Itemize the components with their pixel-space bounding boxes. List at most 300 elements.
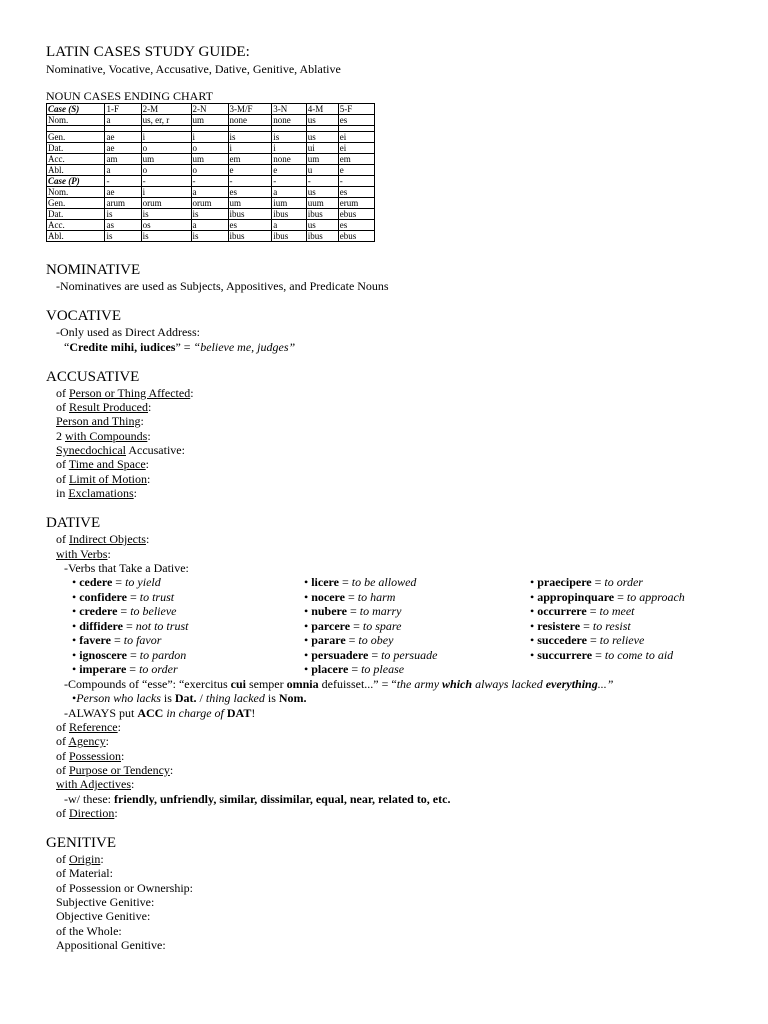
table-cell: es <box>338 220 374 231</box>
table-cell: es <box>338 187 374 198</box>
table-cell: es <box>228 220 272 231</box>
bullet: • <box>304 589 312 604</box>
verb-equals: = <box>592 647 605 662</box>
verb-english: to persuade <box>381 647 438 662</box>
dative-verb-item <box>304 619 437 634</box>
verb-equals: = <box>112 575 126 590</box>
vocative-example-open-quote: “ <box>64 339 70 354</box>
table-cell: ibus <box>272 231 306 242</box>
compounds-cui: cui <box>230 677 246 692</box>
bullet: • <box>304 647 312 662</box>
table-row <box>47 132 375 143</box>
genitive-item: Objective Genitive: <box>56 909 151 924</box>
item-term: Limit of Motion <box>69 471 147 486</box>
table-cell: is <box>191 231 228 242</box>
table-cell: a <box>105 115 141 126</box>
table-cell: ae <box>105 187 141 198</box>
genitive-list <box>46 866 746 952</box>
verb-equals: = <box>614 589 627 604</box>
item-prefix: of <box>56 457 69 472</box>
verb-english: to relieve <box>599 633 645 648</box>
table-cell: Nom. <box>47 187 105 198</box>
lacks-text: / <box>196 691 206 706</box>
verb-equals: = <box>110 633 124 648</box>
table-row <box>47 231 375 242</box>
accusative-item <box>46 386 746 400</box>
adjectives-note-list: friendly, unfriendly, similar, dissimilar, equal, near, related to, etc. <box>114 791 451 806</box>
compounds-everything: everything <box>545 677 598 692</box>
bullet: • <box>72 589 80 604</box>
table-cell: 2-N <box>191 104 228 115</box>
verb-english: to spare <box>362 618 402 633</box>
table-cell: 2-M <box>141 104 191 115</box>
table-cell: ui <box>306 143 338 154</box>
verb-equals: = <box>338 575 352 590</box>
verb-equals: = <box>586 633 600 648</box>
table-cell: arum <box>105 198 141 209</box>
verb-latin: diffidere <box>79 618 123 633</box>
verb-latin: credere <box>79 604 118 619</box>
accusative-item <box>46 472 746 486</box>
verb-english: to pardon <box>139 647 187 662</box>
bullet: • <box>72 618 80 633</box>
bullet: • <box>304 633 312 648</box>
table-row <box>47 143 375 154</box>
verb-latin: succedere <box>537 633 587 648</box>
nominative-heading: NOMINATIVE <box>46 262 141 278</box>
verb-english: to marry <box>359 604 402 619</box>
table-row <box>47 198 375 209</box>
bullet: • <box>304 662 312 677</box>
table-cell: - <box>338 176 374 187</box>
table-row <box>47 209 375 220</box>
lacks-person: Person who lacks <box>76 691 161 706</box>
table-cell: ebus <box>338 209 374 220</box>
table-row <box>47 187 375 198</box>
table-row <box>47 115 375 126</box>
dative-item-with-verbs <box>46 547 746 561</box>
verb-latin: occurrere <box>537 604 587 619</box>
lacks-nom: Nom. <box>278 691 307 706</box>
dative-item <box>46 734 746 748</box>
compounds-translation: always lacked <box>472 677 546 692</box>
table-header-row-plural <box>47 176 375 187</box>
table-cell: 3-M/F <box>228 104 272 115</box>
dative-verb-item <box>304 575 437 590</box>
always-acc: ACC <box>137 705 164 720</box>
table-cell: ibus <box>306 231 338 242</box>
dative-item <box>46 720 746 734</box>
dative-item-with-adjectives <box>46 777 746 791</box>
accusative-heading: ACCUSATIVE <box>46 368 140 385</box>
table-cell: is <box>141 231 191 242</box>
dative-verb-item <box>72 575 188 590</box>
dative-verb-item <box>72 604 188 619</box>
table-cell: ibus <box>228 231 272 242</box>
bullet: • <box>304 604 312 619</box>
table-cell: o <box>191 165 228 176</box>
table-cell: Abl. <box>47 231 105 242</box>
table-cell: es <box>338 115 374 126</box>
table-cell: e <box>272 165 306 176</box>
verb-column-2 <box>304 575 437 677</box>
always-text: in charge of <box>163 705 227 720</box>
item-suffix: : <box>190 385 194 400</box>
verb-equals: = <box>344 589 358 604</box>
table-cell: ebus <box>338 231 374 242</box>
verb-equals: = <box>117 604 131 619</box>
table-cell: os <box>141 220 191 231</box>
table-cell: orum <box>191 198 228 209</box>
table-cell: as <box>105 220 141 231</box>
item-term: with Verbs <box>56 546 108 561</box>
verb-latin: placere <box>311 662 349 677</box>
bullet: • <box>72 633 80 648</box>
table-cell: us, er, r <box>141 115 191 126</box>
dative-item-indirect-objects <box>46 532 746 546</box>
dative-compounds-of-esse <box>46 677 746 691</box>
verb-english: to harm <box>357 589 396 604</box>
item-prefix: of <box>56 400 69 415</box>
item-prefix: of <box>56 532 69 547</box>
vocative-example-latin: Credite mihi, iudices <box>69 339 176 354</box>
item-prefix: of <box>56 762 69 777</box>
table-cell: a <box>191 220 228 231</box>
table-cell: um <box>228 198 272 209</box>
study-guide-document <box>46 44 746 952</box>
table-cell: i <box>141 132 191 143</box>
verb-latin: parare <box>311 633 346 648</box>
table-cell: o <box>141 165 191 176</box>
dative-verb-item <box>304 662 437 677</box>
table-cell: es <box>228 187 272 198</box>
dative-verb-item <box>304 633 437 648</box>
item-term: Time and Space <box>68 457 146 472</box>
accusative-item <box>46 457 746 471</box>
table-cell: i <box>141 187 191 198</box>
verb-latin: imperare <box>79 662 127 677</box>
table-row <box>47 220 375 231</box>
table-row <box>47 165 375 176</box>
table-cell: erum <box>338 198 374 209</box>
verb-equals: = <box>345 633 359 648</box>
dative-verb-item <box>304 604 437 619</box>
dative-lacks-rule <box>46 691 746 705</box>
lacks-dat: Dat. <box>174 691 197 706</box>
table-cell: Gen. <box>47 132 105 143</box>
table-cell: - <box>191 176 228 187</box>
table-cell: o <box>141 143 191 154</box>
dative-verb-item <box>304 590 437 605</box>
bullet: • <box>530 575 538 590</box>
table-cell: e <box>338 165 374 176</box>
vocative-heading: VOCATIVE <box>46 308 121 325</box>
table-cell: is <box>141 209 191 220</box>
compounds-omnia: omnia <box>286 677 319 692</box>
table-cell: 1-F <box>105 104 141 115</box>
dative-verb-item <box>530 590 685 605</box>
table-cell: 3-N <box>272 104 306 115</box>
table-cell: i <box>228 143 272 154</box>
verb-english: to trust <box>139 589 175 604</box>
compounds-translation-end: ...” <box>597 677 614 692</box>
item-prefix: of <box>56 471 69 486</box>
always-text: -ALWAYS put <box>64 705 138 720</box>
verb-latin: ignoscere <box>79 647 127 662</box>
table-cell: a <box>105 165 141 176</box>
table-cell: u <box>306 165 338 176</box>
table-cell: - <box>306 176 338 187</box>
dative-item <box>46 749 746 763</box>
verb-english: to order <box>139 662 178 677</box>
table-cell: a <box>191 187 228 198</box>
table-cell: ei <box>338 143 374 154</box>
dative-verb-item <box>530 619 685 634</box>
table-cell: Dat. <box>47 143 105 154</box>
verb-english: not to trust <box>135 618 189 633</box>
item-suffix: : <box>114 805 118 820</box>
table-cell: Acc. <box>47 220 105 231</box>
genitive-item: Appositional Genitive: <box>56 937 166 952</box>
verb-latin: confidere <box>79 589 127 604</box>
vocative-example-equals: ” = <box>175 339 194 354</box>
dative-verb-item <box>530 648 685 663</box>
dative-verb-item <box>72 590 188 605</box>
accusative-item <box>46 443 746 457</box>
table-cell: a <box>272 187 306 198</box>
verb-latin: appropinquare <box>537 589 615 604</box>
item-suffix: : <box>133 485 138 500</box>
genitive-item: of Possession or Ownership: <box>56 880 193 895</box>
dative-verb-item <box>530 633 685 648</box>
verb-english: to yield <box>125 575 161 590</box>
verb-latin: persuadere <box>311 647 369 662</box>
accusative-item <box>46 400 746 414</box>
table-cell: ium <box>272 198 306 209</box>
dative-heading: DATIVE <box>46 515 101 532</box>
noun-endings-table <box>46 103 375 242</box>
item-suffix: : <box>145 457 150 472</box>
table-cell: i <box>191 132 228 143</box>
table-cell: orum <box>141 198 191 209</box>
verb-column-1 <box>72 575 188 677</box>
item-term: Direction <box>69 805 115 820</box>
item-suffix: : <box>169 762 174 777</box>
table-cell: Case (P) <box>47 176 105 187</box>
table-cell: ibus <box>306 209 338 220</box>
item-prefix: of <box>56 385 69 400</box>
bullet: • <box>530 618 538 633</box>
verb-equals: = <box>368 647 382 662</box>
item-term: with Adjectives <box>56 777 131 792</box>
lacks-text: is <box>264 691 279 706</box>
table-cell: Dat. <box>47 209 105 220</box>
table-cell: Nom. <box>47 115 105 126</box>
verb-equals: = <box>586 604 600 619</box>
item-term: Person or Thing Affected <box>69 385 191 400</box>
vocative-example <box>46 340 746 354</box>
verb-english: to please <box>361 662 405 677</box>
item-suffix: : <box>131 777 135 792</box>
verb-english: to approach <box>626 589 685 604</box>
dative-verb-item <box>72 662 188 677</box>
item-suffix: : <box>148 400 152 415</box>
genitive-heading: GENITIVE <box>46 835 116 852</box>
verb-equals: = <box>350 618 363 633</box>
table-cell: em <box>338 154 374 165</box>
item-suffix: : <box>100 852 104 867</box>
table-header-row-singular <box>47 104 375 115</box>
table-cell: is <box>228 132 272 143</box>
noun-endings-table-body <box>47 104 375 242</box>
table-cell: uum <box>306 198 338 209</box>
table-cell: us <box>306 132 338 143</box>
dative-list <box>46 720 746 777</box>
verb-latin: licere <box>311 575 339 590</box>
verb-latin: succurrere <box>537 647 593 662</box>
item-suffix: : <box>107 546 111 561</box>
table-cell: ei <box>338 132 374 143</box>
item-term: Origin <box>69 852 101 867</box>
dative-adjectives-note <box>46 792 746 806</box>
verb-english: to be allowed <box>351 575 417 590</box>
item-prefix: of <box>56 805 69 820</box>
table-cell: um <box>191 115 228 126</box>
dative-item-direction <box>46 806 746 820</box>
table-cell: am <box>105 154 141 165</box>
verb-latin: parcere <box>311 618 351 633</box>
accusative-item <box>46 486 746 500</box>
bullet: • <box>530 647 538 662</box>
vocative-example-english: “believe me, judges” <box>193 339 296 354</box>
table-cell: us <box>306 220 338 231</box>
table-cell: Acc. <box>47 154 105 165</box>
verb-english: to meet <box>599 604 635 619</box>
verb-latin: favere <box>79 633 111 648</box>
dative-verbs-intro: -Verbs that Take a Dative: <box>64 560 189 575</box>
always-dat: DAT <box>226 705 252 720</box>
item-term: with Compounds <box>65 428 148 443</box>
always-text: ! <box>251 705 256 720</box>
nominative-description: -Nominatives are used as Subjects, Appositives, and Predicate Nouns <box>56 279 389 293</box>
table-cell: Gen. <box>47 198 105 209</box>
dative-verbs-grid <box>46 575 746 677</box>
item-prefix: of <box>56 734 69 749</box>
dative-item <box>46 763 746 777</box>
table-cell: - <box>228 176 272 187</box>
verb-column-3 <box>530 575 685 662</box>
table-cell: um <box>306 154 338 165</box>
table-cell: um <box>141 154 191 165</box>
dative-verb-item <box>72 648 188 663</box>
bullet: • <box>530 589 538 604</box>
table-cell: - <box>272 176 306 187</box>
verb-equals: = <box>122 618 136 633</box>
document-subtitle: Nominative, Vocative, Accusative, Dative, Genitive, Ablative <box>46 62 341 76</box>
bullet: • <box>72 691 77 706</box>
item-suffix: : <box>145 532 150 547</box>
document-title: LATIN CASES STUDY GUIDE: <box>46 44 250 60</box>
table-cell: - <box>141 176 191 187</box>
table-cell: - <box>105 176 141 187</box>
dative-verb-item <box>72 619 188 634</box>
dative-verb-item <box>530 604 685 619</box>
lacks-text: is <box>160 691 175 706</box>
compounds-translation: the army <box>396 677 443 692</box>
verb-equals: = <box>126 647 140 662</box>
bullet: • <box>530 633 538 648</box>
verb-latin: cedere <box>79 575 113 590</box>
item-prefix: in <box>56 485 69 500</box>
item-suffix: : <box>105 734 110 749</box>
item-suffix: Accusative: <box>125 443 185 458</box>
item-term: Reference <box>69 720 118 735</box>
compounds-text: defuisset...” = “ <box>318 677 397 692</box>
item-prefix: of <box>56 748 69 763</box>
verb-equals: = <box>126 662 140 677</box>
verb-equals: = <box>580 618 593 633</box>
vocative-description: -Only used as Direct Address: <box>56 325 200 340</box>
genitive-item: of Material: <box>56 866 113 881</box>
table-cell: us <box>306 115 338 126</box>
verb-latin: praecipere <box>537 575 592 590</box>
item-term: Exclamations <box>68 485 134 500</box>
item-suffix: : <box>147 471 151 486</box>
bullet: • <box>72 604 80 619</box>
table-cell: o <box>191 143 228 154</box>
compounds-text: -Compounds of “esse”: “exercitus <box>64 677 231 692</box>
item-term: Agency <box>68 734 106 749</box>
bullet: • <box>304 618 312 633</box>
verb-english: to order <box>604 575 643 590</box>
verb-english: to believe <box>130 604 177 619</box>
table-cell: 5-F <box>338 104 374 115</box>
table-cell: um <box>191 154 228 165</box>
verb-latin: nubere <box>311 604 347 619</box>
verb-latin: resistere <box>537 618 581 633</box>
item-suffix: : <box>117 720 121 735</box>
item-suffix: : <box>121 748 125 763</box>
genitive-item-origin <box>46 852 746 866</box>
item-term: Person and Thing <box>56 414 141 429</box>
table-cell: none <box>228 115 272 126</box>
verb-english: to favor <box>123 633 162 648</box>
verb-english: to obey <box>358 633 394 648</box>
table-cell: ibus <box>272 209 306 220</box>
table-cell: i <box>272 143 306 154</box>
bullet: • <box>304 575 312 590</box>
compounds-which: which <box>442 677 473 692</box>
bullet: • <box>72 575 80 590</box>
table-cell: ibus <box>228 209 272 220</box>
chart-title: NOUN CASES ENDING CHART <box>46 89 213 103</box>
item-term: Purpose or Tendency <box>69 762 170 777</box>
item-suffix: : <box>140 414 144 429</box>
table-cell: ae <box>105 143 141 154</box>
accusative-list <box>46 386 746 500</box>
table-cell: none <box>272 115 306 126</box>
item-term: Indirect Objects <box>69 532 146 547</box>
accusative-item <box>46 414 746 428</box>
verb-english: to come to aid <box>604 647 674 662</box>
bullet: • <box>72 662 80 677</box>
genitive-item: Subjective Genitive: <box>56 895 155 910</box>
compounds-text: semper <box>245 677 287 692</box>
table-cell: ae <box>105 132 141 143</box>
bullet: • <box>72 647 80 662</box>
table-row <box>47 154 375 165</box>
lacks-thing: thing lacked <box>205 691 265 706</box>
